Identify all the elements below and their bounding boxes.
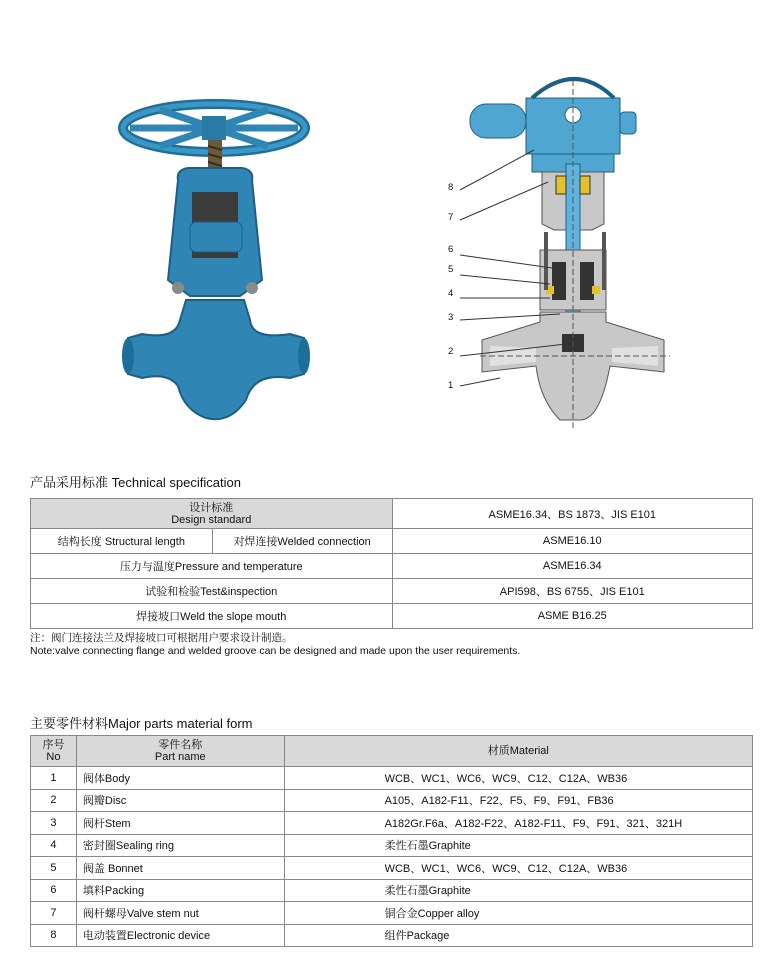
table-row <box>31 902 753 925</box>
spec-header-row <box>31 499 753 529</box>
table-row <box>31 857 753 880</box>
table-row <box>31 767 753 790</box>
table-row <box>31 604 753 629</box>
table-row <box>31 879 753 902</box>
test-inspection-label: 试验和检验Test&inspection <box>31 579 393 604</box>
callout-5: 5 <box>448 264 454 275</box>
note <box>30 632 520 658</box>
callout-8: 8 <box>448 182 454 193</box>
part-name-header <box>76 736 284 767</box>
table-row <box>31 579 753 604</box>
part-no: 3 <box>31 812 77 835</box>
design-standard-value: ASME16.34、BS 1873、JIS E101 <box>392 499 752 529</box>
callout-7: 7 <box>448 212 454 223</box>
spec-table <box>30 498 753 629</box>
callout-2: 2 <box>448 346 454 357</box>
part-name: 阀杆Stem <box>76 812 284 835</box>
part-name: 填料Packing <box>76 879 284 902</box>
callout-6: 6 <box>448 244 454 255</box>
table-row <box>31 529 753 554</box>
part-name-header-cn: 零件名称 <box>158 739 203 751</box>
parts-header-row <box>31 736 753 767</box>
part-material: 组件Package <box>284 924 752 947</box>
part-no: 7 <box>31 902 77 925</box>
part-name: 阀杆螺母Valve stem nut <box>76 902 284 925</box>
no-header-en: No <box>46 751 61 763</box>
pressure-temperature-label: 压力与温度Pressure and temperature <box>31 554 393 579</box>
table-row <box>31 812 753 835</box>
no-header <box>31 736 77 767</box>
part-name: 阀盖 Bonnet <box>76 857 284 880</box>
welded-connection-label: 对焊连接Welded connection <box>212 529 392 554</box>
valve-photo <box>122 104 310 419</box>
callout-3: 3 <box>448 312 454 323</box>
part-material: 柔性石墨Graphite <box>284 834 752 857</box>
part-name-header-en: Part name <box>154 751 206 763</box>
part-no: 5 <box>31 857 77 880</box>
structural-length-label: 结构长度 Structural length <box>31 529 213 554</box>
part-name: 电动装置Electronic device <box>76 924 284 947</box>
no-header-cn: 序号 <box>42 739 65 751</box>
parts-title: 主要零件材料Major parts material form <box>30 716 253 731</box>
callout-1: 1 <box>448 380 454 391</box>
weld-slope-value: ASME B16.25 <box>392 604 752 629</box>
note-cn: 注：阀门连接法兰及焊接坡口可根据用户要求设计制造。 <box>30 632 293 644</box>
part-no: 2 <box>31 789 77 812</box>
table-row <box>31 834 753 857</box>
part-material: WCB、WC1、WC6、WC9、C12、C12A、WB36 <box>284 857 752 880</box>
design-standard-cn: 设计标准 <box>189 501 234 514</box>
part-no: 8 <box>31 924 77 947</box>
part-material: WCB、WC1、WC6、WC9、C12、C12A、WB36 <box>284 767 752 790</box>
part-material: A182Gr.F6a、A182-F22、A182-F11、F9、F91、321、321H <box>284 812 752 835</box>
parts-table <box>30 735 753 947</box>
note-en: Note:valve connecting flange and welded groove can be designed and made upon the user requirements. <box>30 645 521 657</box>
part-no: 4 <box>31 834 77 857</box>
part-material: 柔性石墨Graphite <box>284 879 752 902</box>
pressure-temperature-value: ASME16.34 <box>392 554 752 579</box>
weld-slope-label: 焊接坡口Weld the slope mouth <box>31 604 393 629</box>
design-standard-en: Design standard <box>171 513 252 526</box>
section-drawing <box>460 79 670 430</box>
structural-length-value: ASME16.10 <box>392 529 752 554</box>
material-header: 材质Material <box>284 736 752 767</box>
part-material: 铜合金Copper alloy <box>284 902 752 925</box>
part-material: A105、A182-F11、F22、F5、F9、F91、FB36 <box>284 789 752 812</box>
design-standard-label <box>31 499 393 529</box>
callout-4: 4 <box>448 288 454 299</box>
part-no: 1 <box>31 767 77 790</box>
table-row <box>31 789 753 812</box>
part-name: 密封圈Sealing ring <box>76 834 284 857</box>
figures <box>0 0 780 450</box>
part-name: 阀体Body <box>76 767 284 790</box>
part-name: 阀瓣Disc <box>76 789 284 812</box>
part-no: 6 <box>31 879 77 902</box>
table-row <box>31 924 753 947</box>
spec-title: 产品采用标准 Technical specification <box>30 475 241 490</box>
test-inspection-value: API598、BS 6755、JIS E101 <box>392 579 752 604</box>
table-row <box>31 554 753 579</box>
